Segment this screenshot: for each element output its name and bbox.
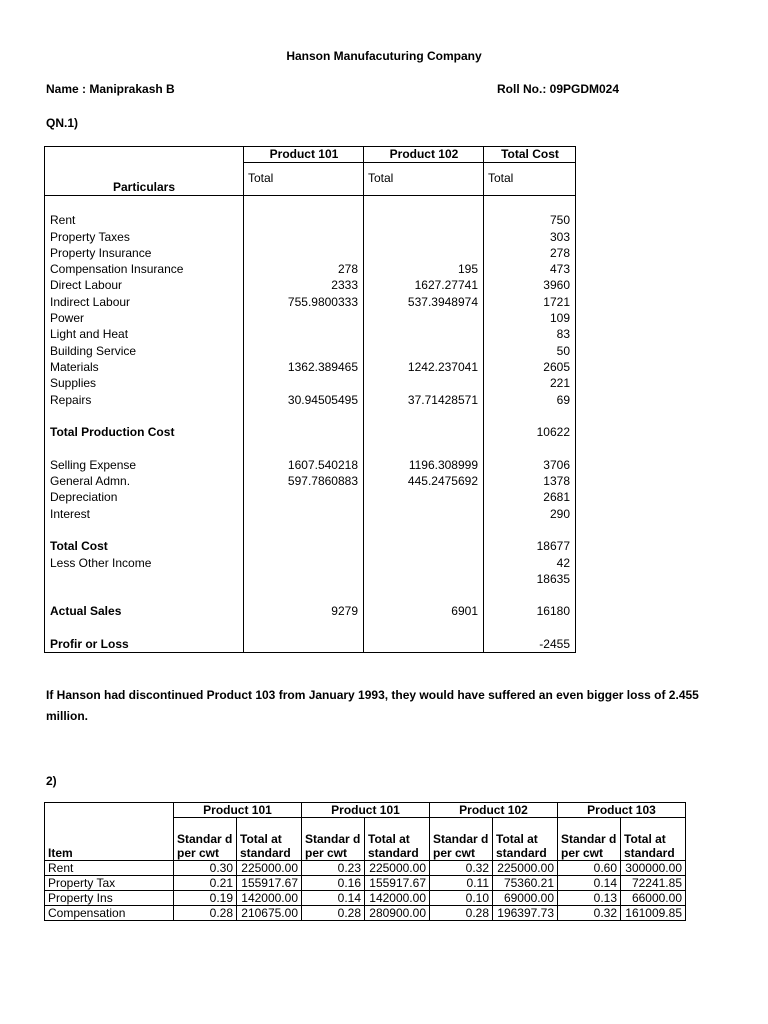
product-102-value (363, 245, 483, 261)
product-101-value: 755.9800333 (243, 294, 363, 310)
row-label (45, 440, 243, 456)
std-cell: 0.32 (558, 905, 621, 920)
row-label: Total Production Cost (50, 425, 175, 440)
total-cost-value: 290 (483, 506, 575, 522)
product-102-value: 1196.308999 (363, 457, 483, 473)
row-label: Compensation Insurance (50, 262, 184, 277)
row-label (45, 196, 243, 212)
std-header: Standar d per cwt (430, 818, 493, 861)
table-body (45, 860, 686, 920)
row-label: Supplies (50, 376, 97, 391)
total-cell: 142000.00 (365, 890, 430, 905)
total-cell: 225000.00 (237, 860, 302, 875)
particulars-header: Particulars (112, 180, 176, 194)
product-102-value: 537.3948974 (363, 294, 483, 310)
product-102-value (363, 375, 483, 391)
product-102-value (363, 212, 483, 228)
total-cell: 280900.00 (365, 905, 430, 920)
product-header-row (45, 803, 686, 818)
total-cost-value: 109 (483, 310, 575, 326)
std-cell: 0.14 (558, 875, 621, 890)
total-cost-value (483, 196, 575, 212)
row-label: Indirect Labour (50, 294, 131, 309)
table-row (45, 875, 686, 890)
standard-cost-table (44, 802, 686, 921)
total-cost-value: 221 (483, 375, 575, 391)
table-row (45, 424, 575, 440)
total-cost-value: 18677 (483, 538, 575, 554)
total-cost-value (483, 522, 575, 538)
total-cost-value: 1721 (483, 294, 575, 310)
row-label: Materials (50, 359, 99, 374)
table-row (45, 603, 575, 619)
table-row (45, 555, 575, 571)
std-cell: 0.21 (174, 875, 237, 890)
std-cell: 0.28 (302, 905, 365, 920)
table-row (45, 196, 575, 212)
total-cost-value: 3960 (483, 277, 575, 293)
std-cell: 0.13 (558, 890, 621, 905)
std-cell: 0.23 (302, 860, 365, 875)
table-row (45, 860, 686, 875)
total-cell: 196397.73 (493, 905, 558, 920)
row-label: Property Taxes (50, 229, 130, 244)
total-header: Total at standard (365, 818, 430, 861)
product-101-value: 278 (243, 261, 363, 277)
table-row (45, 277, 575, 293)
row-label: Total Cost (50, 539, 108, 554)
std-cell: 0.16 (302, 875, 365, 890)
table-row (45, 294, 575, 310)
total-cost-value: 16180 (483, 603, 575, 619)
product-102-value (363, 440, 483, 456)
table-row (45, 392, 575, 408)
item-cell: Compensation (45, 905, 174, 920)
product-101-value (243, 310, 363, 326)
product-102-value (363, 636, 483, 652)
document-title: Hanson Manufacuturing Company (286, 49, 482, 63)
product-101-value (243, 212, 363, 228)
total-cost-header: Total Cost Total (483, 147, 576, 195)
row-label: Property Insurance (50, 245, 152, 260)
total-cell: 142000.00 (237, 890, 302, 905)
total-cost-value: 303 (483, 229, 575, 245)
std-cell: 0.28 (174, 905, 237, 920)
std-cell: 0.11 (430, 875, 493, 890)
student-name: Name : Maniprakash B (46, 82, 175, 96)
product-102-value (363, 326, 483, 342)
product-101-value (243, 375, 363, 391)
product-101-value (243, 538, 363, 554)
row-label: Actual Sales (50, 604, 122, 619)
item-cell: Rent (45, 860, 174, 875)
table-row (45, 359, 575, 375)
subheader-row (45, 818, 686, 861)
product-102-value (363, 571, 483, 587)
table-row (45, 905, 686, 920)
total-header: Total at standard (621, 818, 686, 861)
product-102-value (363, 538, 483, 554)
table-row (45, 375, 575, 391)
row-label: Interest (50, 506, 91, 521)
product-101-value (243, 506, 363, 522)
product-102-value (363, 343, 483, 359)
table-row (45, 212, 575, 228)
product-101-value: 1362.389465 (243, 359, 363, 375)
total-cell: 300000.00 (621, 860, 686, 875)
product-101-value: 30.94505495 (243, 392, 363, 408)
total-cell: 225000.00 (365, 860, 430, 875)
product-102-value (363, 408, 483, 424)
row-label: Building Service (50, 343, 137, 358)
total-cell: 69000.00 (493, 890, 558, 905)
row-label: Profir or Loss (50, 637, 129, 652)
product-101-value: 9279 (243, 603, 363, 619)
table-row (45, 245, 575, 261)
product-102-value (363, 506, 483, 522)
item-header: Item (45, 818, 174, 861)
total-cell: 66000.00 (621, 890, 686, 905)
table-row (45, 522, 575, 538)
std-header: Standar d per cwt (174, 818, 237, 861)
cost-allocation-table (44, 146, 576, 653)
table-row (45, 473, 575, 489)
item-cell: Property Ins (45, 890, 174, 905)
product-101-value (243, 489, 363, 505)
table-row (45, 229, 575, 245)
table-row (45, 408, 575, 424)
table-row (45, 571, 575, 587)
product-102-value (363, 620, 483, 636)
product-101-value (243, 326, 363, 342)
total-cost-value: 2605 (483, 359, 575, 375)
row-label: Depreciation (50, 490, 118, 505)
product-101-value: 597.7860883 (243, 473, 363, 489)
total-cell: 75360.21 (493, 875, 558, 890)
row-label: Less Other Income (50, 555, 152, 570)
product-102-value (363, 489, 483, 505)
total-cost-value: 10622 (483, 424, 575, 440)
table-row (45, 261, 575, 277)
product-102-value (363, 424, 483, 440)
product-101-value (243, 343, 363, 359)
product-101-value (243, 196, 363, 212)
std-cell: 0.19 (174, 890, 237, 905)
total-cell: 72241.85 (621, 875, 686, 890)
std-cell: 0.32 (430, 860, 493, 875)
question-1-label: QN.1) (46, 116, 79, 130)
product-102-value (363, 196, 483, 212)
product-101-value (243, 440, 363, 456)
product-101-value: 1607.540218 (243, 457, 363, 473)
total-cell: 210675.00 (237, 905, 302, 920)
table-row (45, 326, 575, 342)
product-102-value: 37.71428571 (363, 392, 483, 408)
item-cell: Property Tax (45, 875, 174, 890)
row-label: Direct Labour (50, 278, 123, 293)
table-row (45, 343, 575, 359)
product-header: Product 102 (430, 803, 558, 818)
table-body (45, 196, 575, 652)
total-cost-value: 1378 (483, 473, 575, 489)
row-label (45, 587, 243, 603)
std-cell: 0.30 (174, 860, 237, 875)
product-101-value (243, 636, 363, 652)
total-cost-value: 83 (483, 326, 575, 342)
product-101-value (243, 587, 363, 603)
product-102-value: 6901 (363, 603, 483, 619)
total-cost-value: 42 (483, 555, 575, 571)
row-label: Rent (50, 213, 76, 228)
row-label: Selling Expense (50, 457, 137, 472)
product-header: Product 103 (558, 803, 686, 818)
std-cell: 0.14 (302, 890, 365, 905)
product-102-value (363, 310, 483, 326)
std-cell: 0.60 (558, 860, 621, 875)
total-cost-value: 50 (483, 343, 575, 359)
row-label: Light and Heat (50, 327, 129, 342)
row-label: Power (50, 311, 85, 326)
total-cell: 155917.67 (365, 875, 430, 890)
row-label: Repairs (50, 392, 92, 407)
product-101-value (243, 555, 363, 571)
table-header (45, 147, 575, 196)
product-header: Product 101 (174, 803, 302, 818)
table-row (45, 538, 575, 554)
total-cost-value: -2455 (483, 636, 575, 652)
total-header: Total at standard (493, 818, 558, 861)
row-label (45, 522, 243, 538)
total-cost-value: 18635 (483, 571, 575, 587)
product-102-value: 445.2475692 (363, 473, 483, 489)
total-cost-value (483, 440, 575, 456)
total-cost-value: 2681 (483, 489, 575, 505)
std-header: Standar d per cwt (558, 818, 621, 861)
table-row (45, 440, 575, 456)
total-cost-value: 750 (483, 212, 575, 228)
row-label (45, 620, 243, 636)
total-cell: 225000.00 (493, 860, 558, 875)
table-row (45, 310, 575, 326)
roll-number: Roll No.: 09PGDM024 (497, 82, 620, 96)
product-header: Product 101 (302, 803, 430, 818)
std-header: Standar d per cwt (302, 818, 365, 861)
product-102-value (363, 555, 483, 571)
table-row (45, 620, 575, 636)
product-101-value: 2333 (243, 277, 363, 293)
total-cost-value: 3706 (483, 457, 575, 473)
product-101-header: Product 101 Total (243, 147, 364, 195)
table-row (45, 506, 575, 522)
std-cell: 0.28 (430, 905, 493, 920)
product-102-value (363, 229, 483, 245)
row-label (45, 571, 243, 587)
table-row (45, 636, 575, 652)
product-102-value (363, 587, 483, 603)
product-101-value (243, 571, 363, 587)
conclusion-text: If Hanson had discontinued Product 103 from January 1993, they would have suffered an even bigger loss of 2.455 million. (46, 688, 699, 723)
table-row (45, 890, 686, 905)
product-101-value (243, 522, 363, 538)
product-101-value (243, 245, 363, 261)
row-label: General Admn. (50, 474, 131, 489)
std-cell: 0.10 (430, 890, 493, 905)
question-2-label: 2) (46, 774, 57, 788)
total-cost-value: 69 (483, 392, 575, 408)
product-101-value (243, 424, 363, 440)
product-101-value (243, 229, 363, 245)
product-102-value: 1627.27741 (363, 277, 483, 293)
product-102-header: Product 102 Total (363, 147, 484, 195)
table-row (45, 587, 575, 603)
product-102-value: 195 (363, 261, 483, 277)
total-cell: 161009.85 (621, 905, 686, 920)
total-cost-value: 278 (483, 245, 575, 261)
total-cost-value: 473 (483, 261, 575, 277)
row-label (45, 408, 243, 424)
product-101-value (243, 620, 363, 636)
product-101-value (243, 408, 363, 424)
total-header: Total at standard (237, 818, 302, 861)
table-row (45, 457, 575, 473)
total-cost-value (483, 408, 575, 424)
product-102-value (363, 522, 483, 538)
table-row (45, 489, 575, 505)
total-cell: 155917.67 (237, 875, 302, 890)
total-cost-value (483, 620, 575, 636)
product-102-value: 1242.237041 (363, 359, 483, 375)
total-cost-value (483, 587, 575, 603)
